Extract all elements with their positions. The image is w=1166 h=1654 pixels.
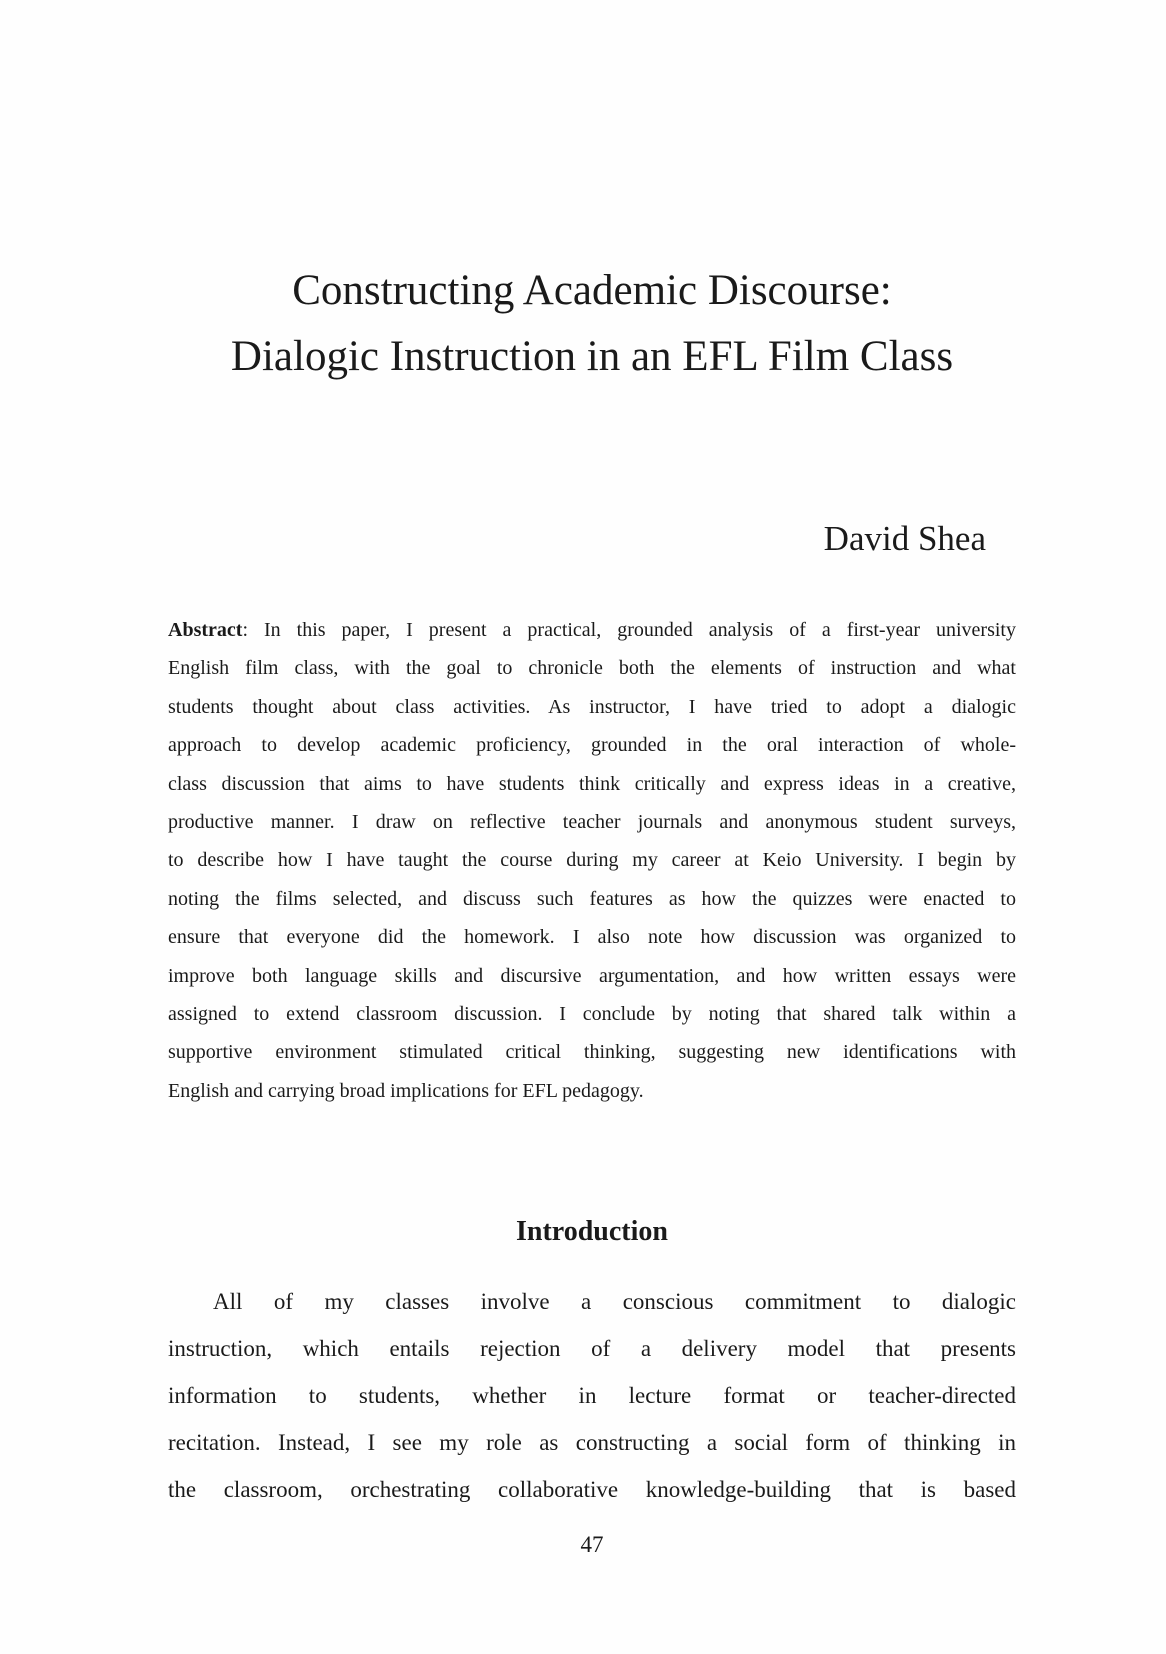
text-line: assigned to extend classroom discussion. I conclude by noting that shared talk within a — [168, 1003, 1016, 1026]
page-number: 47 — [580, 1532, 604, 1557]
text-line: All of my classes involve a conscious commitment to dialogic — [213, 1289, 1016, 1314]
text-line: productive manner. I draw on reflective teacher journals and anonymous student surveys, — [168, 811, 1016, 834]
text-line: recitation. Instead, I see my role as constructing a social form of thinking in — [168, 1430, 1016, 1455]
paper-title-line-1: Constructing Academic Discourse: — [292, 267, 892, 314]
text-line: Abstract: In this paper, I present a practical, grounded analysis of a first-year university — [168, 619, 1016, 641]
abstract-label: Abstract — [168, 619, 243, 641]
text-line: information to students, whether in lecture format or teacher-directed — [168, 1383, 1016, 1408]
text-line: the classroom, orchestrating collaborative knowledge-building that is based — [168, 1477, 1016, 1502]
text-line: approach to develop academic proficiency, grounded in the oral interaction of whole- — [168, 734, 1016, 757]
text-line: class discussion that aims to have students think critically and express ideas in a creative, — [168, 772, 1016, 795]
text-line: instruction, which entails rejection of a delivery model that presents — [168, 1336, 1016, 1361]
text-line: students thought about class activities. As instructor, I have tried to adopt a dialogic — [168, 695, 1016, 718]
text-line: supportive environment stimulated critical thinking, suggesting new identifications with — [168, 1041, 1016, 1064]
text-line: English and carrying broad implications for EFL pedagogy. — [168, 1079, 644, 1102]
introduction-paragraph — [168, 1278, 1016, 1513]
text-line: noting the films selected, and discuss such features as how the quizzes were enacted to — [168, 887, 1016, 910]
section-heading-introduction: Introduction — [516, 1216, 668, 1247]
text-line: ensure that everyone did the homework. I also note how discussion was organized to — [168, 926, 1016, 949]
author-name: David Shea — [823, 519, 986, 558]
text-line: improve both language skills and discursive argumentation, and how written essays were — [168, 964, 1016, 987]
text-line: English film class, with the goal to chronicle both the elements of instruction and what — [168, 657, 1016, 680]
abstract-paragraph — [168, 611, 1016, 1110]
text-line: to describe how I have taught the course during my career at Keio University. I begin by — [168, 849, 1016, 872]
paper-title — [168, 258, 1016, 390]
paper-title-line-2: Dialogic Instruction in an EFL Film Class — [230, 333, 954, 380]
